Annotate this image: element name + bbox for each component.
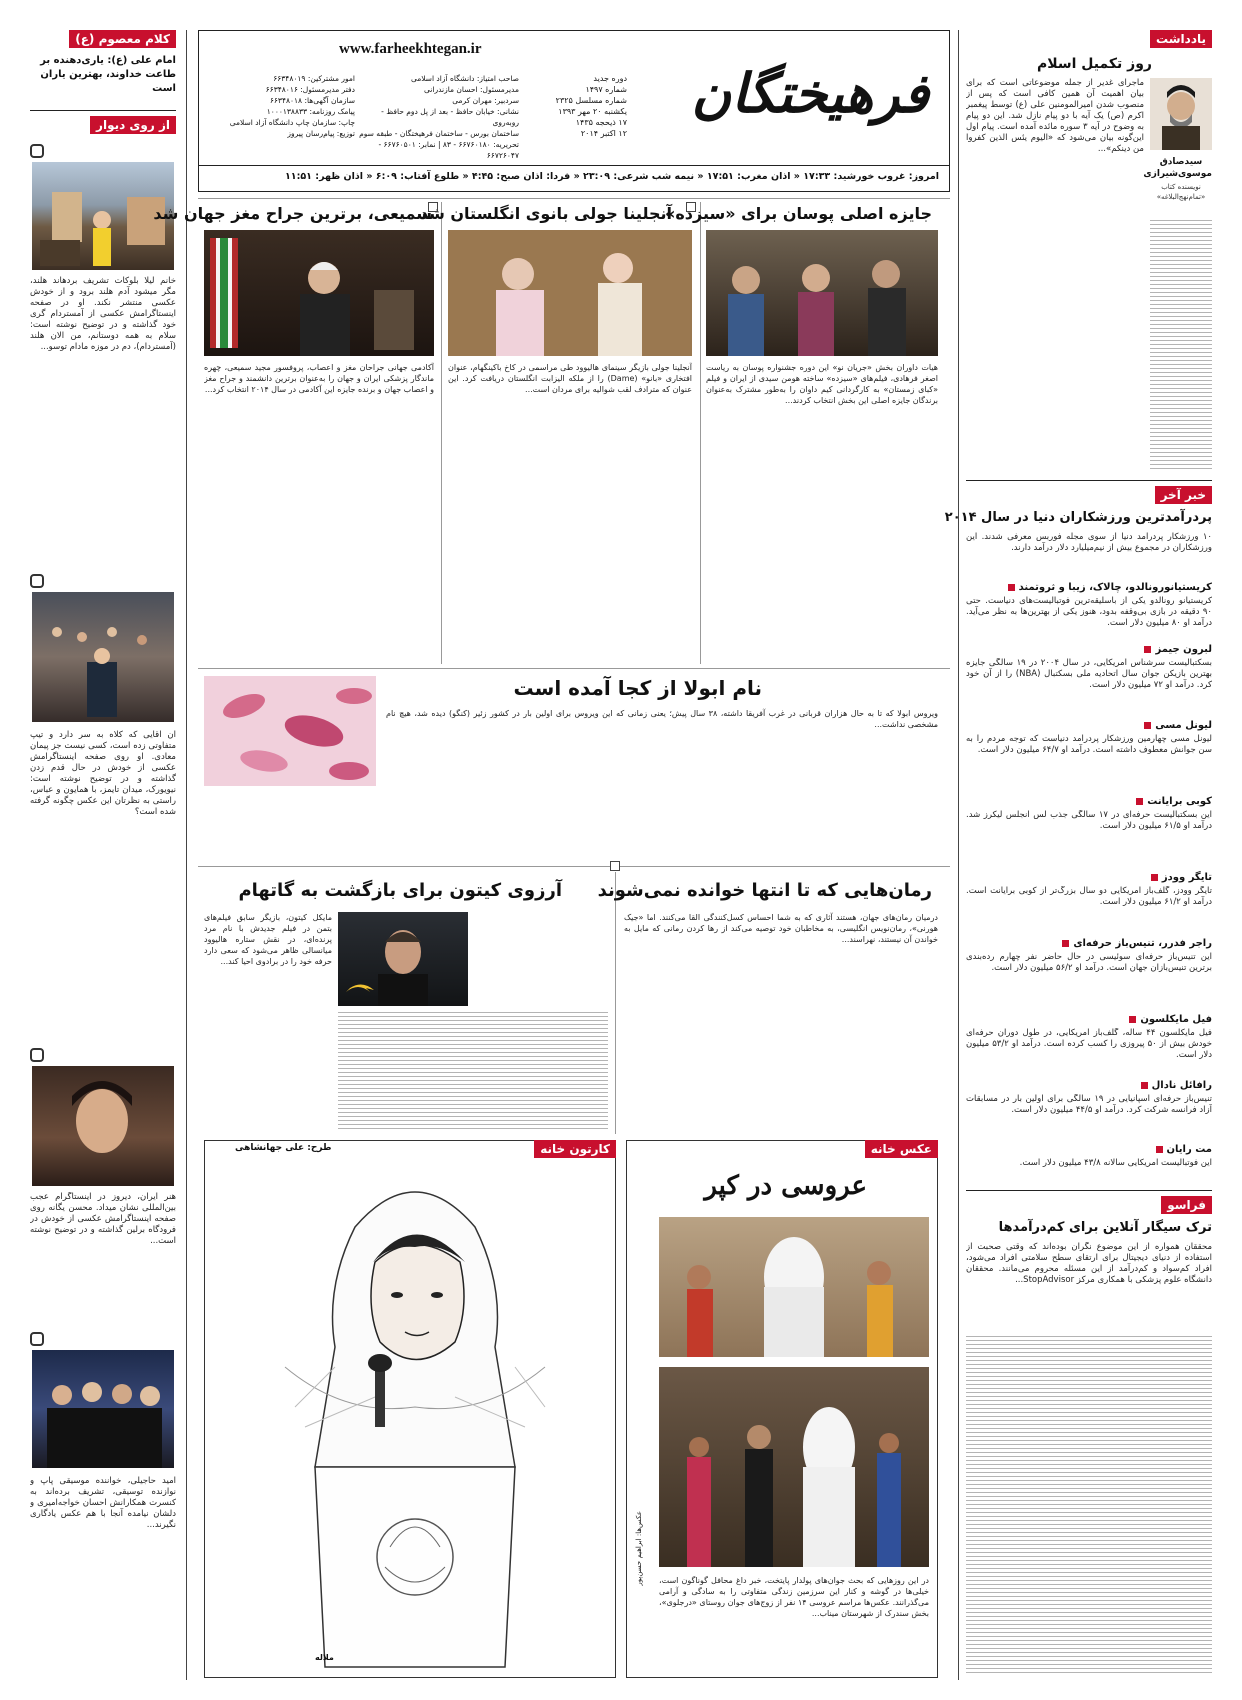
instagram-icon (30, 574, 44, 588)
contact-line: پیامک روزنامه: ۱۰۰۰۱۳۸۸۳۳ (266, 107, 355, 116)
quote-header-label: کلام معصوم (98, 32, 170, 46)
athlete-name: لیونل مسی (1144, 720, 1212, 731)
divider (30, 110, 176, 111)
publisher-line: نشانی: خیابان حافظ - بعد از پل دوم حافظ - روبه‌روی (381, 107, 519, 127)
athlete-text: تایگر وودز، گلف‌باز آمریکایی دو سال بزرگ‌تر از کوبی برایانت است. درآمد او ۶۱/۲ میلیون دلار است. (966, 886, 1212, 907)
bookmark-icon (428, 202, 438, 212)
photo-section-title: عروسی در کپر (704, 1171, 867, 1201)
contact-line: سازمان آگهی‌ها: ۶۶۳۴۸۰۱۸ (269, 96, 355, 105)
athlete-name: فیل مایکلسون (1129, 1014, 1212, 1025)
masthead (198, 30, 950, 192)
row-divider (198, 866, 950, 867)
athlete-text: این فوتبالیست آمریکایی سالانه ۴۳/۸ میلیون دلار است. (1019, 1158, 1212, 1168)
issue-line: شماره مسلسل ۲۳۲۵ (555, 96, 627, 105)
issue-line: یکشنبه ۲۰ مهر ۱۳۹۳ (558, 107, 627, 116)
social-photo-2 (32, 592, 174, 722)
athlete-text: فیل مایکلسون ۴۴ ساله، گلف‌باز آمریکایی، در طول دوران حرفه‌ای خودش بیش از ۵۰ پیروزی را کسب کرده است. درآمد او ۵۳/۲ میلیون دلار است. (966, 1028, 1212, 1060)
story-divider (441, 202, 442, 664)
publisher-line: سردبیر: مهران کرمی (452, 96, 519, 105)
left-column (30, 30, 176, 1680)
story-divider (700, 202, 701, 664)
cartoon-caption: ملاله (315, 1653, 334, 1662)
athlete-name: کریستیانورونالدو، چالاک، زیبا و ثروتمند (1008, 582, 1212, 593)
athlete-name: راجر فدرر، تنیس‌باز حرفه‌ای (1062, 938, 1212, 949)
athlete-name: تایگر وودز (1151, 872, 1212, 883)
story-photo-figures (448, 230, 692, 356)
text-lines (1150, 220, 1212, 472)
cartoon-label: کارتون خانه (534, 1140, 616, 1158)
column-divider (186, 30, 187, 1680)
website-url: www.farheekhtegan.ir (339, 41, 482, 57)
publisher-line: تحریریه: ۶۶۷۶۰۱۸۰ - ۸۳ | نمابر: ۶۶۷۶۰۵۰۱ - ۶۶۷۲۶۰۴۷ (378, 140, 519, 160)
issue-line: دوره جدید (593, 74, 627, 83)
bookmark-icon (610, 861, 620, 871)
wedding-photo-1-figures (659, 1217, 929, 1357)
story-text: درمیان رمان‌های جهان، هستند آثاری که به شما احساس کسل‌کنندگی القا می‌کنند. اما «جیک هورنی»، رمان‌نویس انگلیسی، به مخاطبان خود توصیه می‌کند از رها کردن رمانی که مایل به خواندن آن نیستند، نهراسند... (624, 913, 938, 944)
note-text-lines (1150, 220, 1212, 472)
cartoon-section (204, 1140, 616, 1678)
story-text: آکادمی جهانی جراحان مغز و اعصاب، پروفسور مجید سمیعی، چهره ماندگار پزشکی ایران و جهان را به‌عنوان برترین دانشمند و جراح مغز و اعصاب جهان و برنده جایزه این آکادمی در سال ۲۰۱۴ انتخاب کرد... (204, 363, 434, 394)
social-text-1: خانم لیلا بلوکات تشریف بردهاند هلند، مگر میشود آدم هلند برود و از خودش عکسی منتشر نکند. او در صفحه اینستاگرامش عکسی از آمستردام گری خود گذاشته و در توضیح نوشته است: سلام به همه دوستانم، من الان هلند (آمستردام)، دم در موزه مادام توسو... (30, 276, 176, 352)
athlete-text: لیونل مسی چهارمین ورزشکار پردرآمد دنیاست که توجه مردم را به سن جوانش معطوف داشته است. درآمد او ۶۴/۷ میلیون دلار است. (966, 734, 1212, 755)
author-photo (1150, 78, 1212, 150)
note-text: ماجرای غدیر از جمله موضوعاتی است که برای بیان اهمیت آن همین کافی است که پس از منصوب شدن امیرالمومنین علی (ع) توسط پیغمبر اکرم (ص) یک آیه با دو پیام نازل شد. این دو پیام به وضوح در آیه ۳ سوره مائده آمده است. پیام اول این‌گونه بیان می‌شود که «الیوم یئس الذین کفروا من دینکم»... (966, 78, 1144, 154)
story-title: آرزوی کیتون برای بازگشت به گاتهام (238, 880, 562, 901)
athlete-text: این بسکتبالیست حرفه‌ای در ۱۷ سالگی جذب لس آنجلس لیکرز شد. درآمد او ۶۱/۵ میلیون دلار است. (966, 810, 1212, 831)
author-role: نویسنده کتاب «تمام‌نهج‌البلاغه» (1156, 183, 1206, 201)
contact-line: چاپ: سازمان چاپ دانشگاه آزاد اسلامی (229, 118, 355, 127)
story-photo-figures (204, 230, 434, 356)
bookmark-icon (686, 202, 696, 212)
text-lines (338, 1012, 608, 1130)
athlete-text: کریستیانو رونالدو یکی از باسلیقه‌ترین فوتبالیست‌های دنیاست. حتی ۹۰ دقیقه در بازی بی‌وقفه بدود، هنوز یکی از بهترین‌ها به نظر می‌آید. درآمد او ۸۰ میلیون دلار است. (966, 596, 1212, 628)
masthead-divider (199, 165, 949, 166)
instagram-icon (30, 1332, 44, 1346)
story-photo (706, 230, 938, 356)
story-text-continued (338, 1012, 608, 1130)
wedding-photo-2 (659, 1367, 929, 1567)
athlete-name: رافائل نادال (1141, 1080, 1212, 1091)
text-lines (966, 1336, 1212, 1676)
athlete-name: مت رایان (1156, 1144, 1213, 1155)
row-divider (198, 198, 950, 199)
right-column (944, 30, 1212, 1680)
ebola-virus-illustration (204, 676, 376, 786)
contact-info (207, 73, 355, 139)
row-divider (198, 668, 950, 669)
story-title: رمان‌هایی که تا انتها خوانده نمی‌شوند (597, 880, 932, 901)
contact-line: امور مشترکین: ۶۶۳۴۸۰۱۹ (273, 74, 355, 83)
social-photo-3-figure (32, 1066, 174, 1186)
story-title: آنجلینا جولی بانوی انگلستان شد (419, 204, 672, 223)
wedding-photo-1 (659, 1217, 929, 1357)
contact-line: توزیع: پیام‌رسان پیروز (287, 129, 355, 138)
wedding-photo-2-figures (659, 1367, 929, 1567)
issue-line: ۱۲ اکتبر ۲۰۱۴ (580, 129, 627, 138)
social-text-2: آن آقایی که کلاه به سر دارد و تیپ متفاوتی زده است، کسی نیست جز پیمان معادی. او روی صفحه اینستاگرامش عکسی از خودش در حال قدم زدن گذاشته و در توضیح نوشته است: نیویورک، میدان تایمز، با همایون و عباس، راستی به نظرتان این عکس چگونه گرفته شده است؟ (30, 730, 176, 817)
story-title: نام ابولا از کجا آمده است (513, 676, 762, 700)
quote-header (69, 30, 176, 48)
last-news-title: پردرآمدترین ورزشکاران دنیا در سال ۲۰۱۴ (944, 510, 1212, 525)
ebola-photo (204, 676, 376, 786)
ebola-text: ویروس ابولا که تا به حال هزاران قربانی در غرب آفریقا داشته، ۳۸ سال پیش؛ یعنی زمانی که این ویروس برای اولین بار در کشور زئیر (کنگو) دیده شد، هیچ نام مشخصی نداشت... (386, 709, 938, 729)
publisher-line: صاحب امتیاز: دانشگاه آزاد اسلامی (410, 74, 519, 83)
beyond-text: محققان همواره از این موضوع نگران بوده‌اند که وقتی صحبت از استفاده از دنیای دیجیتال برای ارتقای سطح سلامتی افراد می‌شود، افراد کم‌سواد و کم‌درآمد از این مسئله محروم می‌مانند. محققان دانشگاه علوم پزشکی با همکاری مرکز StopAdvisor... (966, 1242, 1212, 1285)
quote-text: امام علی (ع): یاری‌دهنده بر طاعت خداوند، بهترین یاران است (40, 55, 176, 94)
athlete-text: تنیس‌باز حرفه‌ای اسپانیایی در ۱۹ سالگی برای اولین بار در مسابقات آزاد فرانسه شرکت کرد. درآمد او ۴۴/۵ میلیون دلار است. (966, 1094, 1212, 1115)
column-divider (958, 30, 959, 1680)
cartoon-drawing (225, 1167, 597, 1673)
contact-line: دفتر مدیرمسئول: ۶۶۳۴۸۰۱۶ (265, 85, 355, 94)
instagram-icon (30, 144, 44, 158)
story-text: آنجلینا جولی بازیگر سینمای هالیوود طی مراسمی در کاخ باکینگهام، عنوان افتخاری «بانو» (Dame) را از ملکه الیزابت انگلستان دریافت کرد. این عنوان که مترادف لقب شوالیه برای مردان است... (448, 363, 692, 394)
divider (966, 1190, 1212, 1191)
author-name: سیدصادق موسوی‌شیرازی (1143, 157, 1212, 179)
social-photo-2-figure (32, 592, 174, 722)
author-photo-figure (1150, 78, 1212, 150)
story-title: سمیعی، برترین جراح مغز جهان شد (153, 204, 432, 223)
social-text-4: امید حاجیلی، خواننده موسیقی پاپ و نوازنده توسیقی، تشریف برده‌اند به کنسرت همکارانش احسان خواجه‌امیری و دلشان نیامده آنجا با هم عکس یادگاری نگیرند... (30, 1476, 176, 1530)
beyond-text-continued (966, 1336, 1212, 1676)
social-photo-4 (32, 1350, 174, 1468)
photo-credit: عکس‌ها: ابراهیم حسن‌پور (635, 1511, 643, 1586)
note-title: روز تکمیل اسلام (1036, 56, 1152, 72)
issue-line: شماره ۱۴۹۷ (585, 85, 627, 94)
story-divider (615, 872, 616, 1134)
keaton-photo-figure (338, 912, 468, 1006)
photo-section-text: در این روزهایی که بحث جوان‌های پولدار پایتخت، خبر داغ محافل گوناگون است، خیلی‌ها در گوشه و کنار این سرزمین زندگی متفاوتی را به سادگی و آرامی می‌گذرانند. عکس‌ها مراسم عروسی ۱۴ نفر از زوج‌های جوان روستای «درجلوی»، بخش سندرک از شهرستان میناب... (659, 1576, 929, 1618)
masthead-logo: فرهیختگان (691, 61, 929, 125)
photo-section (626, 1140, 938, 1678)
quote-badge: (ع) (75, 32, 95, 46)
story-photo (204, 230, 434, 356)
instagram-icon (30, 1048, 44, 1062)
story-text: هیات داوران بخش «جریان نو» این دوره جشنواره پوسان به ریاست اصغر فرهادی، فیلم‌های «سیزده» ساخته هومن سیدی از ایران و فیلم «کبای زمستان» به کارگردانی کیم داوان را به‌طور مشترک به‌عنوان برندگان جایزه اصلی این بخش انتخاب کردند... (706, 363, 938, 405)
athlete-text: بسکتبالیست سرشناس آمریکایی، در سال ۲۰۰۴ در ۱۹ سالگی جایزه بهترین بازیکن جوان سال اتحادیه ملی بسکتبال (NBA) را از آن خود کرد. درآمد او ۷۲ میلیون دلار است. (966, 658, 1212, 690)
issue-line: ۱۷ ذیحجه ۱۴۳۵ (575, 118, 627, 127)
beyond-title: ترک سیگار آنلاین برای کم‌درآمدها (998, 1220, 1212, 1235)
divider (966, 480, 1212, 481)
athlete-name: لبرون جیمز (1144, 644, 1212, 655)
last-news-text: ۱۰ ورزشکار پردرآمد دنیا از سوی مجله فوربس معرفی شدند. این ورزشکاران در مجموع بیش از نیم‌میلیارد دلار درآمد دارند. (966, 532, 1212, 553)
publisher-line: ساختمان بورس - ساختمان فرهیختگان - طبقه سوم (359, 129, 519, 138)
athlete-name: کوبی برایانت (1136, 796, 1212, 807)
prayer-times: امروز: غروب خورشید: ۱۷:۳۳ « اذان مغرب: ۱۷:۵۱ « نیمه شب شرعی: ۲۳:۰۹ « فردا: اذان صبح: ۴:۴۵ « طلوع آفتاب: ۶:۰۹ « اذان ظهر: ۱۱:۵۱ (284, 171, 939, 182)
social-header: از روی دیوار (90, 116, 176, 134)
photo-section-label: عکس خانه (865, 1140, 938, 1158)
publisher-info (359, 73, 519, 161)
publisher-line: مدیرمسئول: احسان مازندرانی (424, 85, 519, 94)
athlete-text: این تنیس‌باز حرفه‌ای سوئیسی در حال حاضر نفر چهارم رده‌بندی برترین تنیس‌بازان جهان است. درآمد او ۵۶/۲ میلیون دلار است. (966, 952, 1212, 973)
story-photo (448, 230, 692, 356)
social-text-3: هنر ایران، دیروز در اینستاگرام عجب بین‌المللی نشان میداد. محسن یگانه روی صفحه اینستاگرامش عکسی از خودش در فرودگاه برلین گذاشته و در توضیح نوشته است... (30, 1192, 176, 1246)
cartoon-credit: طرح: علی جهانشاهی (235, 1143, 332, 1153)
story-text: مایکل کیتون، بازیگر سابق فیلم‌های بتمن در فیلم جدیدش با نام مرد پرنده‌ای، در نقش ستاره هالیوود میانسالی ظاهر می‌شود که سعی دارد حرفه خود را در برادوی احیا کند... (204, 913, 332, 966)
beyond-label: فراسو (1161, 1196, 1212, 1214)
social-photo-4-figure (32, 1350, 174, 1468)
story-title: جایزه اصلی پوسان برای «سیزده» (665, 204, 932, 223)
story-photo-figures (706, 230, 938, 356)
keaton-photo (338, 912, 468, 1006)
note-label: یادداشت (1150, 30, 1212, 48)
last-news-label: خبر آخر (1155, 486, 1212, 504)
social-photo-3 (32, 1066, 174, 1186)
issue-info (527, 73, 627, 139)
